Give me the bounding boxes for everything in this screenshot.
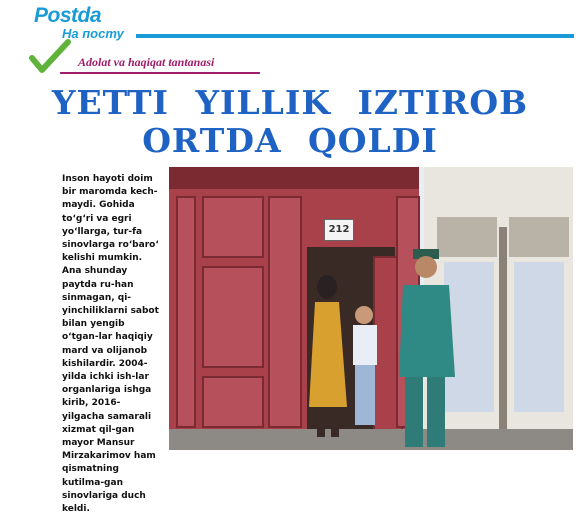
masthead xyxy=(0,0,580,80)
header-rule xyxy=(136,34,574,38)
rubric-label: Adolat va haqiqat tantanasi xyxy=(78,55,215,69)
rubric-underline xyxy=(60,72,260,74)
house-number-plate: 212 xyxy=(324,219,354,241)
article-headline xyxy=(0,84,580,160)
brand-subtitle: На посту xyxy=(62,26,124,41)
headline-line-2: ORTDA QOLDI xyxy=(142,121,438,160)
article-photo xyxy=(169,167,573,450)
check-icon xyxy=(28,38,72,76)
article-body: Inson hayoti doim bir maromda kech-maydi. Gohida to‘g‘ri va egri yo‘llarga, tur-fa sinovlarga ro‘baro‘ kelishi mumkin. Ana shunday paytda ru-han sinmagan, qi-yinchiliklarni sabot bilan yengib o‘tgan-lar haqiqiy mard va olijanob kishilardir. 2004-yilda ichki ish-lar organlariga ishga kirib, 2016-yilgacha samarali xizmat qil-gan mayor Mansur Mirzakarimov ham qismatning kutilma-gan sinovlariga duch keldi. xyxy=(62,174,159,515)
brand-title: Postda xyxy=(34,4,102,27)
photo-illustration xyxy=(169,167,573,450)
headline-line-1: YETTI YILLIK IZTIROB xyxy=(51,83,529,122)
